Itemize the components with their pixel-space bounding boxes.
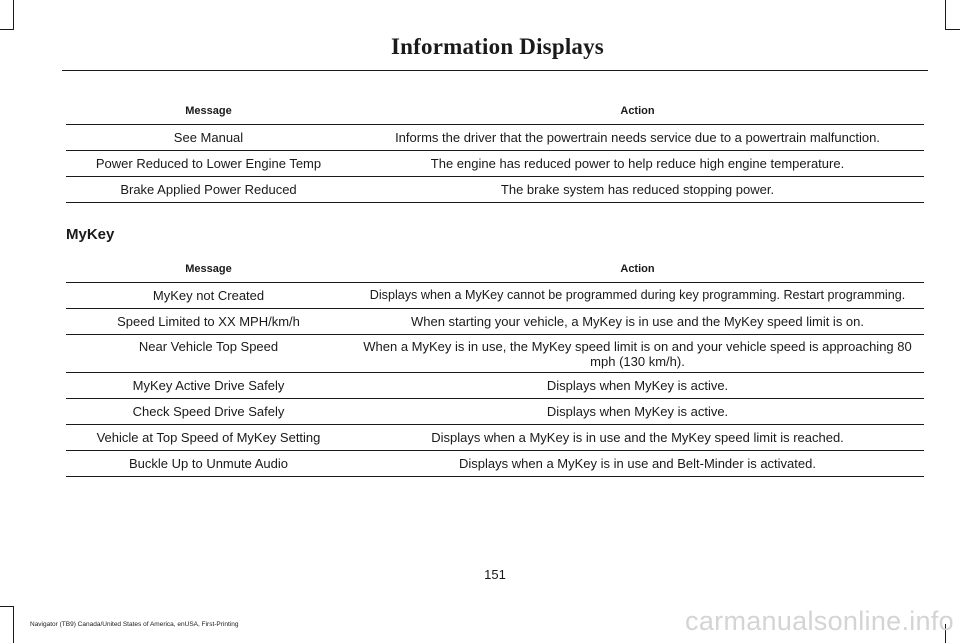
message-cell: Buckle Up to Unmute Audio: [66, 450, 351, 476]
table-row: [66, 450, 924, 476]
table-row: [66, 308, 924, 334]
table-row: [66, 150, 924, 176]
message-cell: Brake Applied Power Reduced: [66, 176, 351, 202]
title-rule: [62, 70, 928, 71]
message-cell: See Manual: [66, 124, 351, 150]
action-cell: The engine has reduced power to help reduce high engine temperature.: [351, 150, 924, 176]
publication-footer: Navigator (TB9) Canada/United States of America, enUSA, First-Printing: [30, 621, 239, 628]
mykey-message-table: [66, 257, 924, 477]
action-cell: When starting your vehicle, a MyKey is in use and the MyKey speed limit is on.: [351, 308, 924, 334]
action-cell: Displays when MyKey is active.: [351, 398, 924, 424]
table-row: [66, 398, 924, 424]
action-cell: Informs the driver that the powertrain needs service due to a powertrain malfunction.: [351, 124, 924, 150]
action-cell: Displays when a MyKey is in use and Belt-Minder is activated.: [351, 450, 924, 476]
message-cell: Vehicle at Top Speed of MyKey Setting: [66, 424, 351, 450]
powertrain-message-table: [66, 99, 924, 203]
table-row: [66, 176, 924, 202]
message-cell: Speed Limited to XX MPH/km/h: [66, 308, 351, 334]
action-cell: Displays when MyKey is active.: [351, 372, 924, 398]
page-number: 151: [484, 567, 506, 582]
message-column-header: Message: [66, 257, 351, 282]
action-column-header: Action: [351, 257, 924, 282]
crop-mark-top-left-horizontal: [0, 29, 14, 30]
table-row: [66, 282, 924, 308]
message-cell: Near Vehicle Top Speed: [66, 334, 351, 372]
table-row: [66, 424, 924, 450]
table-row: [66, 372, 924, 398]
message-cell: Power Reduced to Lower Engine Temp: [66, 150, 351, 176]
action-column-header: Action: [351, 99, 924, 124]
message-cell: Check Speed Drive Safely: [66, 398, 351, 424]
message-column-header: Message: [66, 99, 351, 124]
action-cell: Displays when a MyKey cannot be programmed during key programming. Restart programming.: [351, 282, 924, 308]
action-cell: The brake system has reduced stopping power.: [351, 176, 924, 202]
crop-mark-top-right-horizontal: [945, 29, 960, 30]
message-cell: MyKey Active Drive Safely: [66, 372, 351, 398]
action-cell: Displays when a MyKey is in use and the MyKey speed limit is reached.: [351, 424, 924, 450]
table-row: [66, 124, 924, 150]
watermark: carmanualsonline.info: [685, 606, 954, 636]
table-header-row: [66, 257, 924, 282]
crop-mark-bottom-left-vertical: [13, 606, 14, 643]
crop-mark-top-left-vertical: [13, 0, 14, 30]
crop-mark-bottom-left-horizontal: [0, 606, 14, 607]
crop-mark-top-right-vertical: [945, 0, 946, 30]
mykey-section-heading: MyKey: [66, 226, 115, 243]
page-title: Information Displays: [391, 34, 604, 59]
table-header-row: [66, 99, 924, 124]
action-cell: When a MyKey is in use, the MyKey speed limit is on and your vehicle speed is approaching 80 mph (130 km/h).: [351, 334, 924, 372]
message-cell: MyKey not Created: [66, 282, 351, 308]
table-row: [66, 334, 924, 372]
